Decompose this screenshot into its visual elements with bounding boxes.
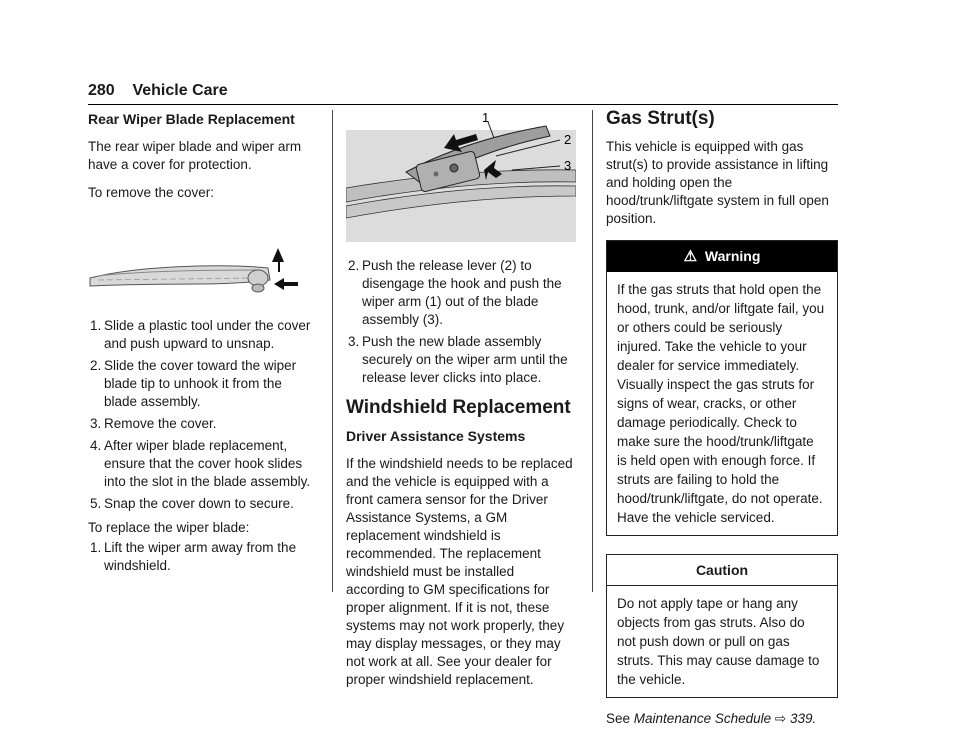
callout-2: 2 [564, 132, 572, 147]
caution-box [606, 554, 838, 698]
driver-assist-subheading: Driver Assistance Systems [346, 428, 526, 444]
column-divider [592, 110, 593, 592]
page-ref-arrow-icon: ⇨ [774, 711, 787, 726]
column-divider [332, 110, 333, 592]
remove-cover-steps [88, 317, 314, 513]
remove-cover-lead: To remove the cover: [88, 185, 215, 200]
list-item: 3. Push the new blade assembly securely on the wiper arm until the release lever clicks into place. [348, 334, 568, 385]
warning-body: If the gas struts that hold open the hood, trunk, and/or liftgate fail, you or others could be seriously injured. Take the vehicle to your dealer for service immediately. Visually inspect the gas struts for signs of wear, cracks, or other damage periodically. Check to make sure the hood/trunk/liftgate is held open with enough force. If struts are failing to hold the hood/trunk/liftgate, do not operate. Have the vehicle serviced. [617, 282, 825, 525]
list-item: 1. Slide a plastic tool under the cover and push upward to unsnap. [90, 318, 311, 351]
list-item: 3. Remove the cover. [90, 416, 217, 431]
callout-1: 1 [482, 110, 490, 125]
column-2 [346, 110, 576, 699]
maintenance-schedule-link[interactable]: Maintenance Schedule [633, 711, 772, 726]
windshield-body: If the windshield needs to be replaced and the vehicle is equipped with a front camera sensor for the Driver Assistance Systems, a GM replacement windshield is recommended. The replacement windshield must be installed according to GM specifications for proper alignment. If it is not, these systems may not work properly, they may display messages, or they may not work at all. See your dealer for proper windshield replacement. [346, 456, 573, 687]
page-ref-number: 339. [790, 711, 817, 726]
replace-blade-lead: To replace the wiper blade: [88, 520, 250, 535]
caution-body: Do not apply tape or hang any objects from gas struts. Also do not push down or pull on gas struts. This may cause damage to the vehicle. [617, 596, 820, 687]
replace-blade-steps [88, 539, 314, 575]
warning-icon: ⚠ [683, 248, 698, 265]
warning-title: Warning [704, 248, 761, 264]
windshield-heading: Windshield Replacement [346, 397, 571, 418]
wiper-blade-release-illustration [346, 110, 576, 242]
callout-3: 3 [564, 158, 572, 173]
list-item: 4. After wiper blade replacement, ensure that the cover hook slides into the slot in the blade assembly. [90, 438, 311, 489]
section-title: Vehicle Care [132, 82, 228, 99]
gas-struts-heading: Gas Strut(s) [606, 108, 715, 129]
rear-wiper-heading: Rear Wiper Blade Replacement [88, 111, 295, 127]
replace-blade-steps-continued [346, 257, 576, 387]
see-also: See Maintenance Schedule ⇨ 339. [606, 711, 817, 726]
warning-box [606, 240, 838, 536]
page-number: 280 [88, 82, 115, 99]
rear-wiper-intro: The rear wiper blade and wiper arm have a cover for protection. [88, 139, 302, 172]
list-item: 1. Lift the wiper arm away from the windshield. [90, 540, 297, 573]
page-header [88, 82, 838, 105]
list-item: 2. Push the release lever (2) to disengage the hook and push the wiper arm (1) out of the blade assembly (3). [348, 258, 562, 327]
rear-wiper-cover-illustration [88, 224, 314, 304]
list-item: 5. Snap the cover down to secure. [90, 496, 294, 511]
gas-struts-intro: This vehicle is equipped with gas strut(s) to provide assistance in lifting and holding open the hood/trunk/liftgate system in full open position. [606, 139, 829, 226]
list-item: 2. Slide the cover toward the wiper blade tip to unhook it from the blade assembly. [90, 358, 297, 409]
caution-title: Caution [607, 555, 837, 586]
warning-header [607, 241, 837, 272]
column-1 [88, 110, 314, 579]
column-3 [606, 110, 838, 738]
